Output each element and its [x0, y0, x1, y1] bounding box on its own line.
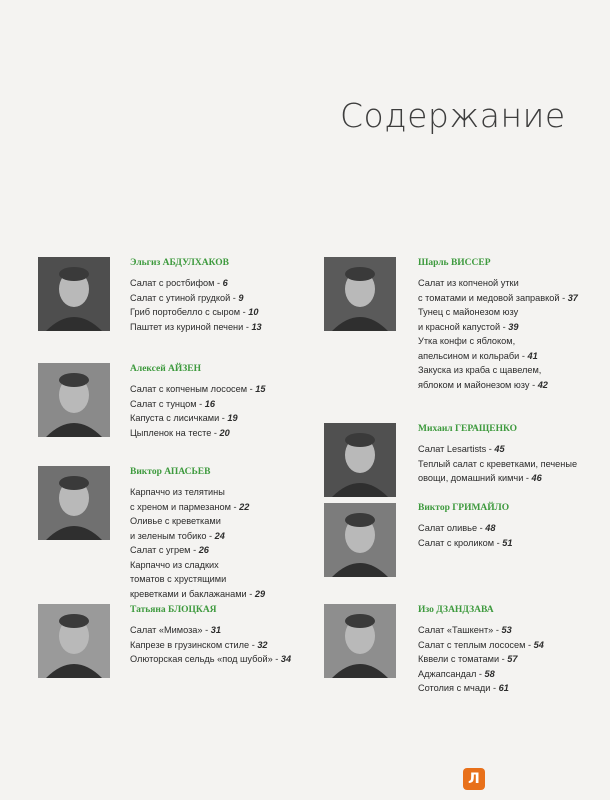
portrait-image [324, 257, 396, 331]
chef-name: Татьяна БЛОЦКАЯ [130, 605, 217, 615]
dish-title: Салат с копченым лососем [130, 384, 248, 394]
dish-list [130, 623, 291, 667]
dish-title: томатов с хрустящими [130, 574, 227, 584]
page-number: 39 [508, 321, 519, 332]
page-number: 10 [248, 307, 259, 317]
page-number: 26 [198, 545, 209, 555]
chef-photo [38, 604, 110, 678]
dish-item [130, 514, 265, 529]
dish-item: Салат с теплым лососем - 54 [418, 639, 544, 650]
dish-item: с хреном и пармезаном - 22 [130, 501, 250, 512]
chef-name: Изо ДЗАНДЗАВА [418, 605, 494, 615]
dish-item [418, 305, 578, 320]
dish-item: креветками и баклажанами - 29 [130, 588, 266, 599]
dish-title: с томатами и медовой заправкой [418, 292, 560, 303]
dish-list [130, 276, 262, 334]
dish-list [130, 485, 265, 601]
page-number: 16 [204, 398, 215, 409]
page-number: 57 [507, 654, 518, 664]
dish-title: Салат с теплым лососем [418, 639, 526, 650]
page-number: 45 [494, 444, 505, 454]
page-title: Содержание [340, 96, 566, 135]
page-number: 46 [531, 473, 542, 483]
dish-item: Салат «Мимоза» - 31 [130, 625, 221, 635]
page-number: 22 [239, 501, 250, 512]
dish-title: Салат Lesartists [418, 444, 487, 454]
page-number: 19 [227, 413, 238, 423]
dish-title: Карпаччо из сладких [130, 559, 219, 570]
dish-title: Гриб портобелло с сыром [130, 307, 241, 317]
dish-title: яблоком и майонезом юзу [418, 379, 530, 390]
page-number: 48 [485, 523, 496, 533]
dish-item [130, 558, 265, 573]
chef-name: Михаил ГЕРАЩЕНКО [418, 424, 518, 434]
dish-title: Салат с утиной грудкой [130, 292, 231, 303]
dish-title: Утка конфи с яблоком, [418, 336, 516, 346]
dish-list [418, 442, 577, 486]
dish-title: Салат с угрем [130, 545, 191, 555]
dish-title: и красной капустой [418, 321, 501, 332]
dish-title: Паштет из куриной печени [130, 321, 244, 332]
portrait-image [38, 363, 110, 437]
dish-title: Кввели с томатами [418, 654, 500, 664]
dish-list [130, 382, 265, 440]
page-number: 32 [257, 639, 268, 650]
dish-item: Салат с кроликом - 51 [418, 537, 513, 548]
dish-item: Паштет из куриной печени - 13 [130, 321, 262, 332]
portrait-image [38, 257, 110, 331]
dish-item: овощи, домашний кимчи - 46 [418, 473, 542, 483]
dish-item: апельсином и кольраби - 41 [418, 350, 538, 361]
dish-item: и красной капустой - 39 [418, 321, 519, 332]
portrait-image [38, 466, 110, 540]
page-number: 61 [498, 683, 509, 693]
dish-item: Салат Lesartists - 45 [418, 444, 505, 454]
dish-item [130, 485, 265, 500]
dish-item [130, 572, 265, 587]
dish-item [418, 363, 578, 378]
dish-title: Сотолия с мчади [418, 683, 491, 693]
chef-name: Виктор ГРИМАЙЛО [418, 503, 510, 513]
dish-title: и зеленым тобико [130, 530, 207, 541]
chef-name: Эльгиз АБДУЛХАКОВ [130, 258, 229, 268]
dish-title: Цыпленок на тесте [130, 427, 212, 438]
chef-photo [324, 503, 396, 577]
page-number: 24 [214, 530, 225, 541]
dish-title: Теплый салат с креветками, печеные [418, 458, 578, 469]
dish-item: яблоком и майонезом юзу - 42 [418, 379, 548, 390]
page-number: 34 [280, 654, 292, 664]
page-number: 31 [210, 625, 221, 635]
dish-list [418, 521, 513, 550]
page-number: 42 [537, 379, 548, 390]
dish-item: Капрезе в грузинском стиле - 32 [130, 639, 268, 650]
page-number: 51 [502, 537, 513, 548]
dish-title: Аджапсандал [418, 668, 477, 679]
dish-list [418, 623, 544, 696]
chef-photo [324, 423, 396, 497]
page-number: 13 [251, 321, 262, 332]
dish-title: Салат с ростбифом [130, 278, 215, 288]
page-number: 6 [222, 278, 228, 288]
dish-title: Карпаччо из телятины [130, 487, 225, 497]
dish-title: Олюторская сельдь «под шубой» [130, 654, 273, 664]
dish-title: Салат оливье [418, 523, 478, 533]
dish-title: овощи, домашний кимчи [418, 473, 524, 483]
dish-title: Салат с кроликом [418, 537, 495, 548]
page-number: 15 [255, 384, 266, 394]
portrait-image [38, 604, 110, 678]
page-number: 37 [567, 292, 578, 303]
dish-list [418, 276, 578, 392]
publisher-logo[interactable]: Л [463, 768, 485, 790]
chef-name: Виктор АПАСЬЕВ [130, 467, 211, 477]
page-number: 54 [533, 639, 544, 650]
dish-item: Олюторская сельдь «под шубой» - 34 [130, 654, 292, 664]
dish-item: Гриб портобелло с сыром - 10 [130, 307, 259, 317]
portrait-image [324, 604, 396, 678]
portrait-image [324, 503, 396, 577]
page-number: 53 [501, 625, 512, 635]
dish-item: Салат с утиной грудкой - 9 [130, 292, 244, 303]
dish-item [418, 334, 578, 349]
dish-item [418, 457, 577, 472]
dish-title: с хреном и пармезаном [130, 501, 231, 512]
dish-item: и зеленым тобико - 24 [130, 530, 225, 541]
chef-photo [38, 257, 110, 331]
page-number: 9 [238, 292, 244, 303]
dish-item [418, 276, 578, 291]
chef-photo [38, 363, 110, 437]
dish-item: Салат с копченым лососем - 15 [130, 384, 266, 394]
dish-title: Салат «Ташкент» [418, 625, 494, 635]
dish-title: Салат с тунцом [130, 398, 197, 409]
chef-photo [324, 604, 396, 678]
dish-title: Салат «Мимоза» [130, 625, 203, 635]
dish-title: Салат из копченой утки [418, 278, 519, 288]
dish-item: с томатами и медовой заправкой - 37 [418, 292, 578, 303]
dish-item: Салат с ростбифом - 6 [130, 278, 228, 288]
dish-title: креветками и баклажанами [130, 588, 247, 599]
dish-item: Капуста с лисичками - 19 [130, 413, 238, 423]
dish-item: Салат с тунцом - 16 [130, 398, 215, 409]
chef-photo [38, 466, 110, 540]
dish-title: Оливье с креветками [130, 516, 221, 526]
page-number: 29 [254, 588, 266, 599]
chef-name: Шарль ВИССЕР [418, 258, 491, 268]
chef-photo [324, 257, 396, 331]
dish-item: Сотолия с мчади - 61 [418, 683, 509, 693]
dish-item: Салат оливье - 48 [418, 523, 496, 533]
dish-title: Капрезе в грузинском стиле [130, 639, 250, 650]
dish-title: Закуска из краба с щавелем, [418, 365, 542, 375]
dish-item: Кввели с томатами - 57 [418, 654, 518, 664]
dish-item: Цыпленок на тесте - 20 [130, 427, 230, 438]
dish-title: апельсином и кольраби [418, 350, 520, 361]
page-number: 41 [527, 350, 538, 361]
dish-item: Салат с угрем - 26 [130, 545, 209, 555]
chef-name: Алексей АЙЗЕН [130, 364, 202, 374]
dish-title: Тунец с майонезом юзу [418, 307, 519, 317]
page-number: 58 [484, 668, 495, 679]
dish-title: Капуста с лисичками [130, 413, 220, 423]
page-number: 20 [219, 427, 230, 438]
portrait-image [324, 423, 396, 497]
dish-item: Аджапсандал - 58 [418, 668, 495, 679]
dish-item: Салат «Ташкент» - 53 [418, 625, 512, 635]
